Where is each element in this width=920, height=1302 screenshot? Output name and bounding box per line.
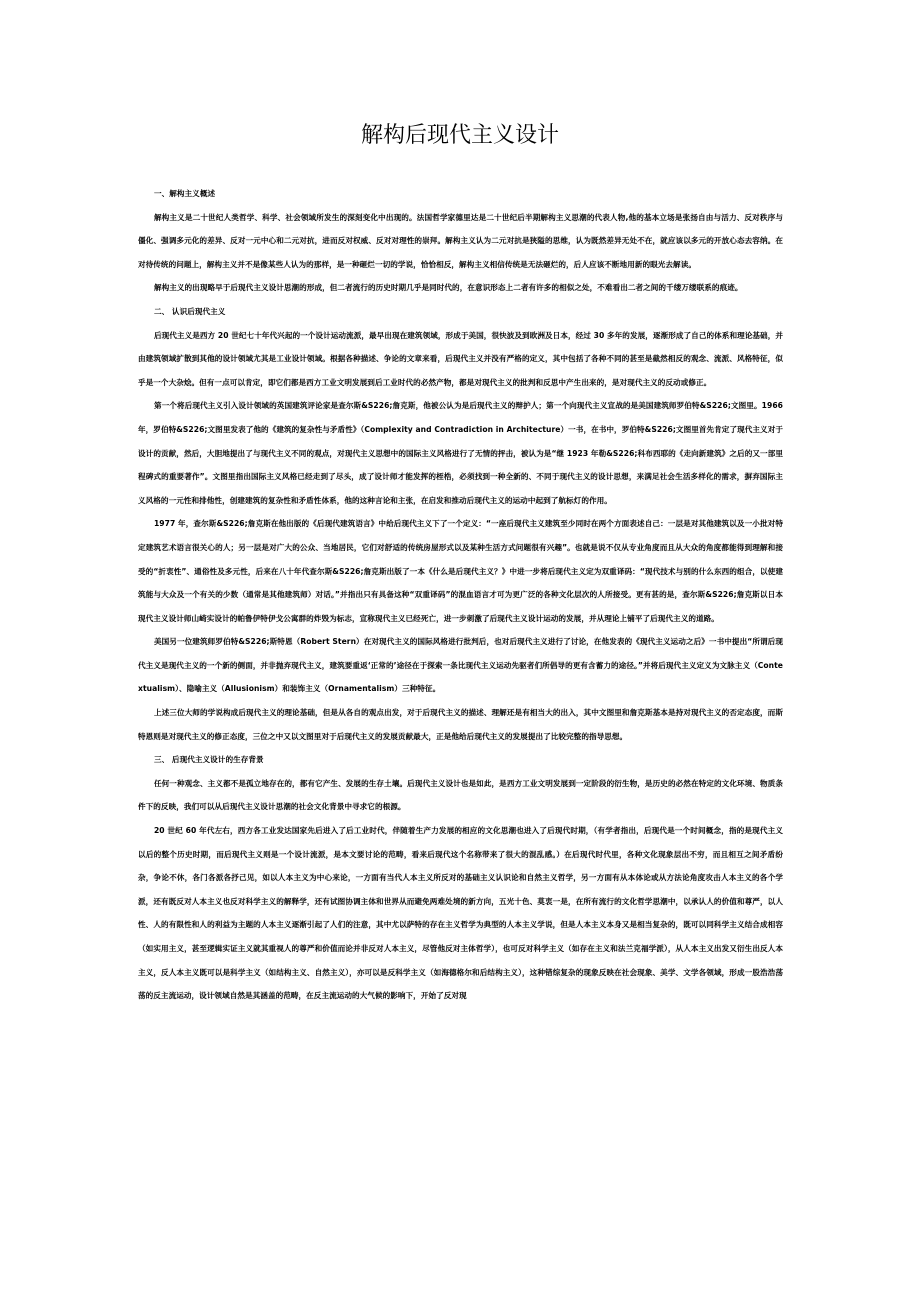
paragraph: 20 世纪 60 年代左右，西方各工业发达国家先后进入了后工业时代，伴随着生产力发展的相应的文化思潮也进入了后现代时期，（有学者指出，后现代是一个时间概念，指的是现代主义以后的整个历史时期，而后现代主义则是一个设计流派，是本文要讨论的范畴，看来后现代这个名称带来了很大的混乱感。）在后现代时代里，各种文化现象层出不穷，而且相互之间矛盾纷杂，争论不休，各门各派各抒己见，如以人本主义为中心来论，一方面有当代人本主义所反对的基础主义认识论和自然主义哲学，另一方面有从本体论或从方法论角度攻击人本主义的各个学派，还有既反对人本主义也反对科学主义的解释学，还有试图协调主体和世界从而避免两难处境的新方向，五光十色、莫衷一是，在所有流行的文化哲学思潮中，以承认人的价值和尊严，以人性、人的有限性和人的利益为主题的人本主义逐渐引起了人们的注意，其中尤以萨特的存在主义哲学为典型的人本主义学说，但是人本主义本身又是相当复杂的，既可以同科学主义结合成相容（如实用主义，甚至逻辑实证主义就其重视人的尊严和价值而论并非反对人本主义，尽管他反对主体哲学），也可反对科学主义（如存在主义和法兰克福学派），从人本主义出发又衍生出反人本主义，反人本主义既可以是科学主义（如结构主义、自然主义），亦可以是反科学主义（如海德格尔和后结构主义），这种错综复杂的现象反映在社会现象、美学、文学各领域，形成一股浩浩荡荡的反主流运动，设计领域自然是其涵盖的范畴，在反主流运动的大气候的影响下，开始了反对现 xyxy=(138,826,783,1001)
document-title: 解构后现代主义设计 xyxy=(360,123,559,148)
document-body xyxy=(138,182,783,1008)
paragraph: 第一个将后现代主义引入设计领域的英国建筑评论家是查尔斯&S226;詹克斯，他被公认为是后现代主义的辩护人；第一个向现代主义宣战的是美国建筑师罗伯特&S226;文图里。1966 年，罗伯特&S226;文图里发表了他的《建筑的复杂性与矛盾性》（Complexity and Contradiction in Architecture）一书，在书中，罗伯特&S226;文图里首先肯定了现代主义对于设计的贡献，然后，大胆地提出了与现代主义不同的观点，对现代主义思想中的国际主义风格进行了无情的抨击，被认为是“继 1923 年勒&S226;科布西耶的《走向新建筑》之后的又一部里程碑式的重要著作”。文图里指出国际主义风格已经走到了尽头，成了设计师才能发挥的桎梏，必须找到一种全新的、不同于现代主义的设计思想，来满足社会生活多样化的需求，摒弃国际主义风格的一元性和排他性，创建建筑的复杂性和矛盾性体系，他的这种言论和主张，在启发和推动后现代主义的运动中起到了航标灯的作用。 xyxy=(138,401,783,505)
section-heading-2: 二、 认识后现代主义 xyxy=(153,306,226,316)
paragraph: 1977 年，查尔斯&S226;詹克斯在他出版的《后现代建筑语言》中给后现代主义下了一个定义：“一座后现代主义建筑至少同时在两个方面表述自己：一层是对其他建筑以及一小批对特定建筑艺术语言很关心的人；另一层是对广大的公众、当地居民，它们对舒适的传统房屋形式以及某种生活方式问题很有兴趣”。也就是说不仅从专业角度而且从大众的角度都能得到理解和接受的“折衷性”、通俗性及多元性，后来在八十年代查尔斯&S226;詹克斯出版了一本《什么是后现代主义？》中进一步将后现代主义定为双重译码：“现代技术与别的什么东西的组合，以使建筑能与大众及一个有关的少数（通常是其他建筑师）对话。”并指出只有具备这种“双重译码”的混血语言才可为更广泛的各种文化层次的人所接受。更有甚的是，查尔斯&S226;詹克斯以日本现代主义设计师山崎实设计的帕鲁伊特伊戈公寓群的炸毁为标志，宣称现代主义已经死亡，进一步刺激了后现代主义设计运动的发展，并从理论上铺平了后现代主义的道路。 xyxy=(138,519,783,623)
section-heading-1: 一、解构主义概述 xyxy=(153,189,216,198)
paragraph: 解构主义的出现略早于后现代主义设计思潮的形成，但二者流行的历史时期几乎是同时代的，在意识形态上二者有许多的相似之处，不难看出二者之间的千缕万缕联系的痕迹。 xyxy=(153,283,743,293)
paragraph: 任何一种观念、主义都不是孤立地存在的，都有它产生、发展的生存土壤。后现代主义设计也是如此，是西方工业文明发展到一定阶段的衍生物，是历史的必然在特定的文化环境、物质条件下的反映，我们可以从后现代主义设计思潮的社会文化背景中寻求它的根源。 xyxy=(138,778,783,812)
paragraph: 解构主义是二十世纪人类哲学、科学、社会领域所发生的深刻变化中出现的。法国哲学家德里达是二十世纪后半期解构主义思潮的代表人物,他的基本立场是张扬自由与活力、反对秩序与僵化、强调多元化的差异、反对一元中心和二元对抗，进而反对权威、反对对理性的崇拜。解构主义认为二元对抗是狭隘的思维，认为既然差异无处不在，就应该以多元的开放心态去容纳。在对待传统的问题上，解构主义并不是像某些人认为的那样，是一种砸烂一切的学说，恰恰相反，解构主义相信传统是无法砸烂的，后人应该不断地用新的眼光去解读。 xyxy=(138,212,783,269)
paragraph: 上述三位大师的学说构成后现代主义的理论基础，但是从各自的观点出发，对于后现代主义的描述、理解还是有相当大的出入，其中文图里和詹克斯基本是持对现代主义的否定态度，而斯特恩则是对现代主义的修正态度，三位之中又以文图里对于后现代主义的发展贡献最大，正是他给后现代主义的发展提出了比较完整的指导思想。 xyxy=(138,708,783,741)
paragraph: 后现代主义是西方 20 世纪七十年代兴起的一个设计运动流派，最早出现在建筑领域，形成于美国，很快波及到欧洲及日本，经过 30 多年的发展，逐渐形成了自己的体系和理论基础，并由建筑领域扩散到其他的设计领域尤其是工业设计领域。根据各种描述、争论的文章来看，后现代主义并没有严格的定义，其中包括了各种不同的甚至是截然相反的观念、流派、风格特征，似乎是一个大杂烩。但有一点可以肯定，即它们都是西方工业文明发展到后工业时代的必然产物，都是对现代主义的批判和反思中产生出来的，是对现代主义的反动或修正。 xyxy=(138,330,783,387)
section-heading-3: 三、 后现代主义设计的生存背景 xyxy=(153,755,264,765)
paragraph: 美国另一位建筑师罗伯特&S226;斯特恩（Robert Stern）在对现代主义的国际风格进行批判后，也对后现代主义进行了讨论，在他发表的《现代主义运动之后》一书中提出“所谓后现代主义是现代主义的一个新的侧面，并非抛弃现代主义，建筑要重返‘正常的’途径在于探索一条比现代主义运动先驱者们所倡导的更有含蓄力的途径。”并将后现代主义定义为文脉主义（Contextualism）、隐喻主义（Allusionism）和装饰主义（Ornamentalism）三种特征。 xyxy=(138,637,783,694)
